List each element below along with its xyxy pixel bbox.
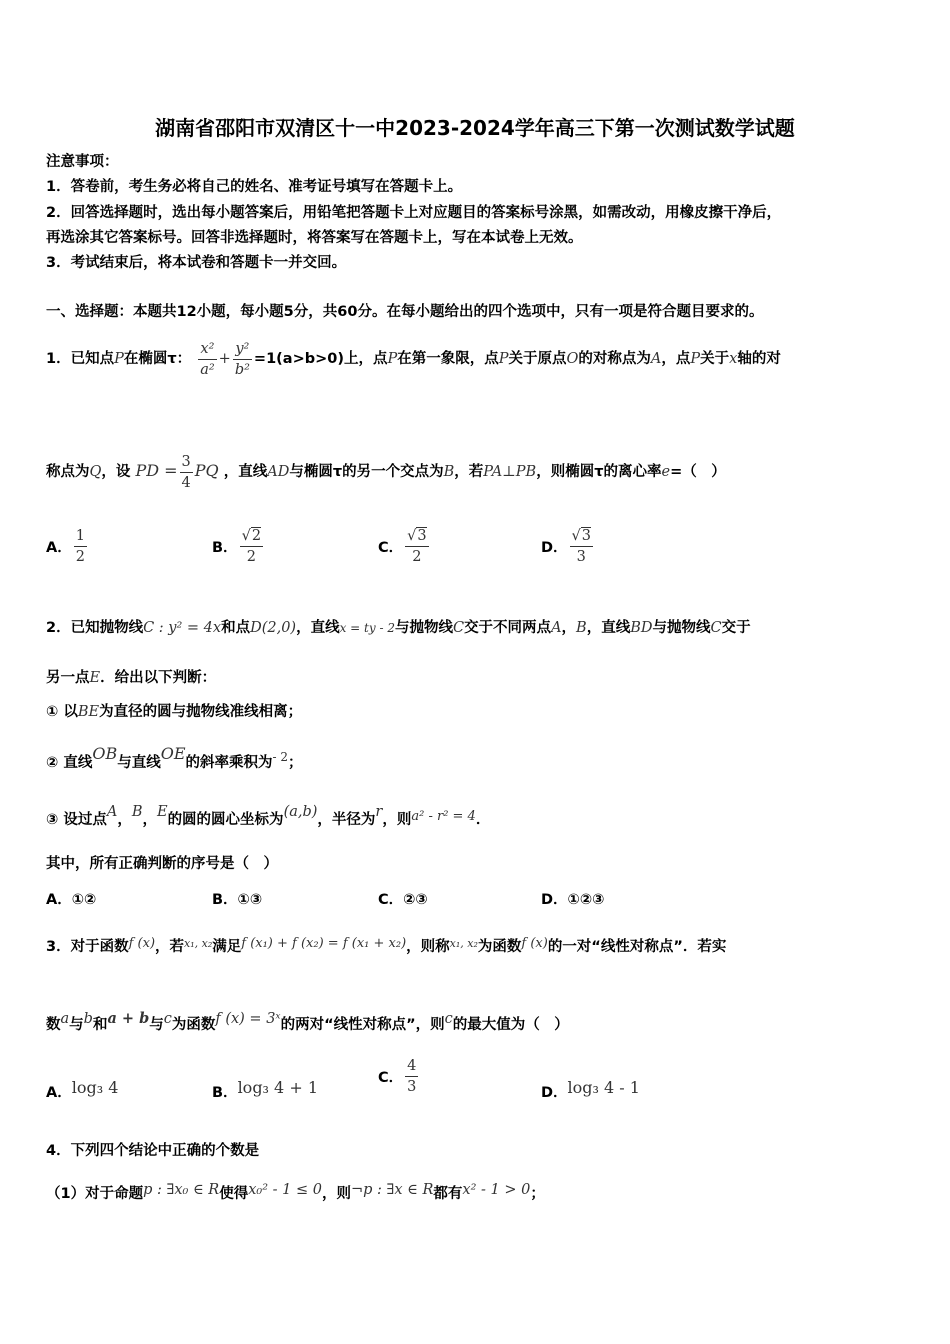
question-1-line-2: 称点为Q，设 PD = $\frac{3}{4}$ PQ ，直线AD与椭圆τ的另一个交点为B，若PA⊥PB，则椭圆τ的离心率e=（ ） [46,453,726,491]
question-4-stem: 4．下列四个结论中正确的个数是 [46,1143,260,1159]
q3-option-a[interactable]: A．log₃ 4 [46,1078,119,1101]
notice-item-3: 3．考试结束后，将本试卷和答题卡一并交回。 [46,255,347,271]
vector-equation: PD = [135,461,178,480]
judgment-2: ② 直线OB与直线OE的斜率乘积为$^{- 2}$； [46,744,303,771]
judgment-3: ③ 设过点A，B，E的圆的圆心坐标为(a,b)，半径为r，则a² - r² = 4． [46,804,491,828]
page-title: 湖南省邵阳市双清区十一中2023-2024学年高三下第一次测试数学试题 [155,116,795,140]
q3-option-d[interactable]: D．log₃ 4 - 1 [541,1078,640,1101]
q1-option-c[interactable]: C． $\frac{√3}{2}$ [378,528,427,565]
question-3-line-2: 数a与b和a + b与c为函数f (x) = 3ˣ的两对“线性对称点”，则c的最大值为（ ） [46,1010,569,1033]
notice-heading: 注意事项： [46,154,119,170]
notice-item-2-cont: 再选涂其它答案标号。回答非选择题时，将答案写在答题卡上，写在本试卷上无效。 [46,230,583,246]
q2-option-a[interactable]: A．①② [46,892,97,908]
question-2-line-1: 2．已知抛物线C : y² = 4x和点D(2,0)，直线x = ty - 2与抛物线C交于不同两点A，B，直线BD与抛物线C交于 [46,620,751,636]
q2-option-b[interactable]: B．①③ [212,892,263,908]
notice-item-1: 1．答卷前，考生务必将自己的姓名、准考证号填写在答题卡上。 [46,179,463,195]
question-3-line-1: 3．对于函数f (x)，若$^{x_1, x_2}$满足f (x₁) + f (x₂) = f (x₁ + x₂)，则称$^{x_1, x_2}$为函数f (x)的一对“线性对称点”．若实 [46,936,727,955]
question-2-line-2: 另一点E．给出以下判断： [46,670,217,686]
q1-option-d[interactable]: D． $\frac{√3}{3}$ [541,528,592,565]
question-2-prompt: 其中，所有正确判断的序号是（ ） [46,856,278,872]
question-1-line-1: 1．已知点P在椭圆τ： $\frac{\text{x²}}{\text{a²}}$ + $\frac{\text{y²}}{\text{b²}}$ =1(a>b>0)上，点P在第一象限，点P关于原点O的对称点为A，点P关于x轴的对 [46,340,781,378]
notice-item-2: 2．回答选择题时，选出每小题答案后，用铅笔把答题卡上对应题目的答案标号涂黑，如需改动，用橡皮擦干净后， [46,205,782,221]
question-4-statement-1: （1）对于命题p : ∃x₀ ∈ R使得x₀² - 1 ≤ 0，则¬p : ∃x ∈ R都有x² - 1 > 0； [46,1182,545,1202]
q2-option-c[interactable]: C．②③ [378,892,428,908]
q3-option-b[interactable]: B．log₃ 4 + 1 [212,1078,318,1101]
ellipse-x-term: $\frac{\text{x²}}{\text{a²}}$ [200,340,215,378]
q2-option-d[interactable]: D．①②③ [541,892,605,908]
q3-option-c[interactable]: C． $\frac{4}{3}$ [378,1058,417,1095]
section-heading: 一、选择题：本题共12小题，每小题5分，共60分。在每小题给出的四个选项中，只有一项是符合题目要求的。 [46,304,764,320]
judgment-1: ① 以BE为直径的圆与抛物线准线相离； [46,704,303,720]
q1-option-a[interactable]: A． $\frac{1}{2}$ [46,528,85,565]
ellipse-y-term: $\frac{\text{y²}}{\text{b²}}$ [234,340,250,378]
q1-option-b[interactable]: B． $\frac{√2}{2}$ [212,528,262,565]
